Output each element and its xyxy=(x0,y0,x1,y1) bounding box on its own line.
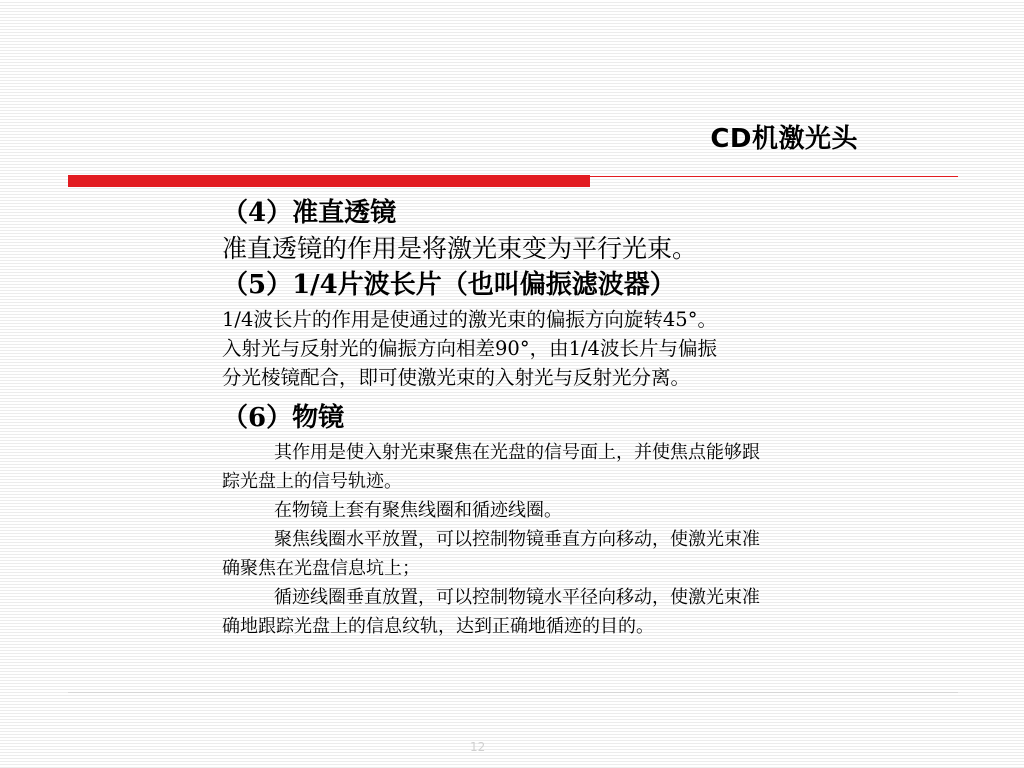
section-6-line: 踪光盘上的信号轨迹。 xyxy=(222,471,402,492)
section-6-line: 循迹线圈垂直放置，可以控制物镜水平径向移动，使激光束准 xyxy=(274,587,760,608)
title-underline xyxy=(590,176,958,177)
title-accent-bar xyxy=(68,175,590,187)
section-5-paragraph xyxy=(222,305,967,392)
page-number: 12 xyxy=(470,740,486,754)
section-5-line: 分光棱镜配合，即可使激光束的入射光与反射光分离。 xyxy=(222,366,691,389)
section-4-body: 准直透镜的作用是将激光束变为平行光束。 xyxy=(222,234,698,263)
section-6-line: 其作用是使入射光束聚焦在光盘的信号面上，并使焦点能够跟 xyxy=(274,442,760,463)
section-6-line: 聚焦线圈水平放置，可以控制物镜垂直方向移动，使激光束准 xyxy=(274,529,760,550)
section-6-heading: （6）物镜 xyxy=(222,403,345,433)
section-5-line: 1/4波长片的作用是使通过的激光束的偏振方向旋转45°。 xyxy=(222,308,717,331)
section-6-line: 在物镜上套有聚焦线圈和循迹线圈。 xyxy=(274,500,562,521)
section-6-line: 确地跟踪光盘上的信息纹轨，达到正确地循迹的目的。 xyxy=(222,616,654,637)
section-5-line: 入射光与反射光的偏振方向相差90°，由1/4波长片与偏振 xyxy=(222,337,717,360)
slide-content xyxy=(222,195,967,641)
slide-title: CD机激光头 xyxy=(710,124,858,154)
section-6 xyxy=(222,400,967,641)
section-6-line: 确聚焦在光盘信息坑上； xyxy=(222,558,420,579)
bottom-divider xyxy=(68,692,958,693)
section-5 xyxy=(222,267,967,392)
section-4 xyxy=(222,195,967,267)
section-5-heading: （5）1/4片波长片（也叫偏振滤波器） xyxy=(222,270,676,300)
section-4-heading: （4）准直透镜 xyxy=(222,198,397,228)
section-6-paragraph xyxy=(222,438,967,641)
